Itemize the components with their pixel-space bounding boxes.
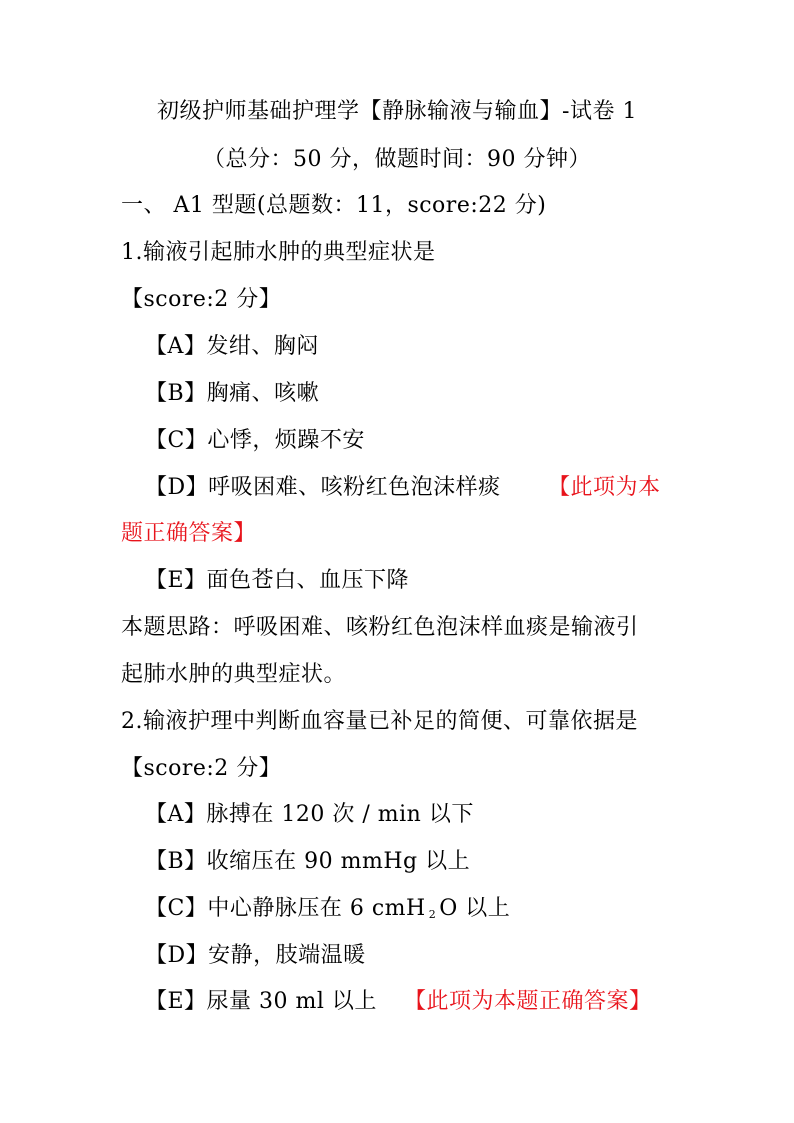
question-2-option-c-subscript: 2 <box>428 908 437 921</box>
document-title: 初级护师基础护理学【静脉输液与输血】-试卷 1 <box>157 99 637 124</box>
question-1-score: 【score:2 分】 <box>121 287 282 312</box>
question-1-explanation: 本题思路：呼吸困难、咳粉红色泡沫样血痰是输液引 <box>121 615 639 640</box>
document-subtitle: （总分：50 分，做题时间：90 分钟） <box>203 147 591 172</box>
question-1-option-d: 【D】呼吸困难、咳粉红色泡沫样痰 <box>145 475 501 500</box>
question-1-option-c: 【C】心悸，烦躁不安 <box>145 428 365 453</box>
question-1-option-a: 【A】发绀、胸闷 <box>145 334 319 359</box>
question-2-option-d: 【D】安静，肢端温暖 <box>145 943 366 968</box>
question-1-correct-mark-cont: 题正确答案】 <box>121 521 257 546</box>
question-1-correct-mark: 【此项为本 <box>548 475 661 500</box>
question-2-option-b: 【B】收缩压在 90 mmHg 以上 <box>145 849 471 874</box>
question-2-option-a: 【A】脉搏在 120 次 / min 以下 <box>145 802 474 827</box>
question-1-explanation-cont: 起肺水肿的典型症状。 <box>121 662 347 687</box>
question-2-correct-mark: 【此项为本题正确答案】 <box>404 989 652 1014</box>
question-2-stem: 2.输液护理中判断血容量已补足的简便、可靠依据是 <box>121 709 638 734</box>
question-1-option-e: 【E】面色苍白、血压下降 <box>145 568 410 593</box>
question-2-option-c-suffix: O 以上 <box>439 896 511 921</box>
question-2-option-e: 【E】尿量 30 ml 以上 <box>145 989 377 1014</box>
question-1-stem: 1.输液引起肺水肿的典型症状是 <box>121 240 436 265</box>
question-2-option-c-text: 【C】中心静脉压在 6 cmH <box>145 896 426 921</box>
question-2-option-c <box>145 894 510 930</box>
section-heading: 一、 A1 型题(总题数：11，score:22 分) <box>121 193 547 218</box>
question-1-option-b: 【B】胸痛、咳嗽 <box>145 381 320 406</box>
question-2-score: 【score:2 分】 <box>121 756 282 781</box>
